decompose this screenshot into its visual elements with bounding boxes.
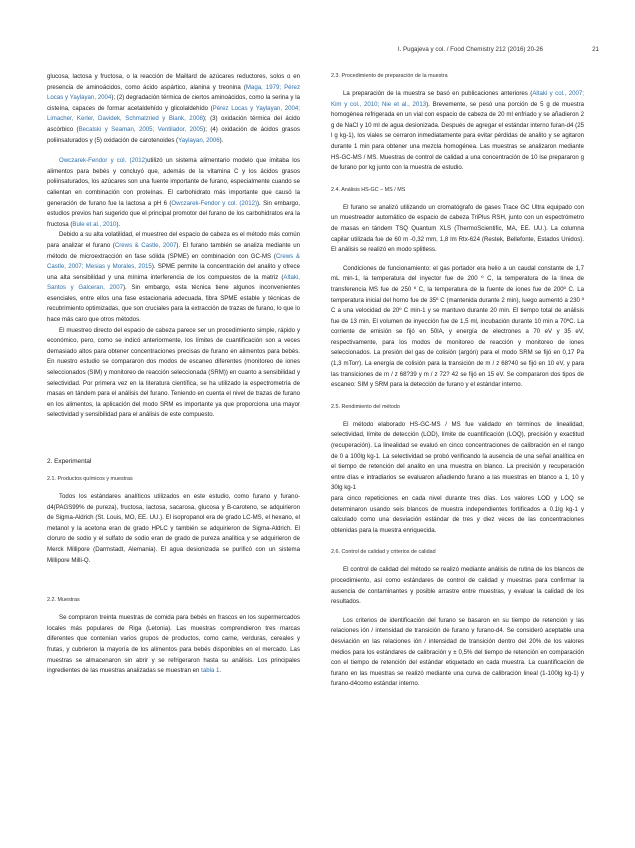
paragraph-direct-sampling: El muestreo directo del espacio de cabeza parece ser un procedimiento simple, rápido y económico, pero, como se indicó anteriormente, los límites de cuantificación son a veces demasiado altos para obtener concentraciones precisas de furano en alimentos para bebés. En nuestro estudio se compararon dos modos de escaneo diferentes (monitoreo de iones seleccionados (SIM) y monitoreo de reacción seleccionada (SRM)) en cuanto a sensibilidad y selectividad. Por primera vez en la literatura científica, se ha utilizado la espectrometría de masas en tándem para el análisis del furano. Teniendo en cuenta el nivel de trazas de furano en los alimentos, la aplicación del modo SRM es importante ya que proporciona una mayor selectividad y sensibilidad para el análisis de este compuesto. xyxy=(47,326,300,419)
citation-link[interactable]: Owczarek-Fendor y col. (2012) xyxy=(59,157,148,165)
paragraph-headspace-methods: Debido a su alta volatilidad, el muestreo del espacio de cabeza es el método más común para analizar el furano (Crews & Castle, 2007). El furano también se analiza mediante un método de microextracción en fase sólida (SPME) en combinación con GC-MS (Crews & Castle, 2007; Mesias y Morales, 2015). SPME permite la concentración del analito y ofrece una alta sensibilidad y una mínima interferencia de los compuestos de la matriz (Altaki, Santos y Galceran, 2007). Sin embargo, esta técnica tiene algunos inconvenientes esenciales, entre ellos una fase estacionaria adecuada, fibra SPME estable y técnicas de recubrimiento optimizadas, que son cruciales para la extracción de trazas de furano, lo que lo hace más caro que otros métodos. xyxy=(47,231,301,324)
citation-link[interactable]: Bule et al., 2010 xyxy=(72,220,117,228)
paragraph-chemicals: Todos los estándares analíticos utilizados en este estudio, como furano y furano-d4(PAGS99% de pureza), fructosa, lactosa, sacarosa, glucosa y B-caroteno, se adquirieron de Sigma-Aldrich (St. Louis, MO, EE. UU.). El isopropanol era de grado LC-MS, el hexano, el metanol y la acetona eran de grado HPLC y también se adquirieron de Sigma-Aldrich. El cloruro de sodio y el sulfato de sodio eran de grado de pureza analítica y se adquirieron de Merck Millipore (Darmstadt, Alemania). El agua desionizada se purificó con un sistema Millipore Milli-Q. xyxy=(47,493,300,564)
paragraph-validation: El método elaborado HS-GC-MS / MS fue validado en términos de linealidad, selectividad, límite de detección (LOD), límite de cuantificación (LOQ), precisión y exactitud (recuperación). La linealidad se evaluó en cinco concentraciones de calibración en el rango de 0 a 100lg kg-1. La selectividad se probó verificando la ausencia de una señal analítica en el tiempo de retención del analito en una muestra en blanco. La precisión y recuperación entre días e intradiarios se evaluaron añadiendo furano a las muestras en blanco a 1, 10 y 30lg kg-1 xyxy=(331,420,584,492)
citation-link[interactable]: Pérez Locas y Yaylayan, 2004; Limacher, Kerler, Davidek, Schmalzried y Blank, 2008 xyxy=(47,104,300,123)
paragraph-quality-control: El control de calidad del método se realizó mediante análisis de rutina de los blancos de procedimiento, así como estándares de control de calidad y muestras para confirmar la ausencia de contaminantes y posible arrastre entre muestras, y evaluar la calidad de los resultados. xyxy=(331,566,584,606)
paragraph-conditions: Condiciones de funcionamiento: el gas portador era helio a un caudal constante de 1,7 mL min-1, la temperatura del inyector fue de 200 º C, la temperatura de la línea de transferencia MS fue de 250 º C, la temperatura de la fuente de iones fue de 200º C. La temperatura inicial del horno fue de 35º C (mantenida durante 2 min), luego aumentó a 230 º C a una velocidad de 20º C min-1 y se mantuvo durante 20 min. El tiempo total de análisis fue de 13 min. El volumen de inyección fue de 1,5 ml, incubación durante 10 min a 70ºC. La corriente de emisión se fijó en 50lA, y energía de electrones a 70 eV y 35 eV, respectivamente, para los modos de monitoreo de reacción y monitoreo de iones seleccionados. La presión del gas de colisión (argón) para el modo SRM se fijó en 0,17 Pa (1,3 mTorr). La energía de colisión para la transición de m / z 68?40 se fijó en 10 eV, y para las transiciones de m / z 68?39 y m / z 72? 42 se fijó en 15 eV. Se compararon dos tipos de escaneo: SIM y SRM para la detección de furano y el estándar interno. xyxy=(331,264,584,389)
paragraph-samples: Se compraron treinta muestras de comida para bebés en frascos en los supermercados locales más populares de Riga (Letonia). Las muestras comprendieron tres marcas diferentes que contenían varios grupos de productos, como carne, verduras, cereales y frutas, y cubrieron la mayoría de los alimentos para bebés disponibles en el mercado. Las muestras se almacenaron sin abrir y se refrigeraron hasta su análisis. Los principales ingredientes de las muestras analizadas se muestran en tabla 1. xyxy=(47,614,300,675)
paragraph-identification: Los criterios de identificación del furano se basaron en su tiempo de retención y las relaciones ión / intensidad de transición de furano y furano-d4. Se consideró aceptable una desviación en las relaciones ión / intensidad de transición dentro del 20% de los valores medios para los estándares de calibración y ± 0,5% del tiempo de retención en comparación con el tiempo de retención del estándar etiquetado en cada muestra. La cuantificación de furano en las muestras se realizó mediante una curva de calibración lineal (1-100lg kg-1) y furano-d4como estándar interno. xyxy=(331,616,584,688)
paragraph-model-system: Owczarek-Fendor y col. (2012)utilizó un sistema alimentario modelo que imitaba los alimentos para bebés y concluyó que, además de la vitamina C y los ácidos grasos poliinsaturados, los azúcares son una fuente importante de furano, especialmente cuando se calientan en combinación con proteínas. El carbohidrato más importante que causó la generación de furano fue la lactosa a pH 6 (Owczarek-Fendor y col. (2012)). Sin embargo, estudios previos han sugerido que el principal promotor del furano de los carbohidratos era la fructosa (Bule et al., 2010). xyxy=(47,157,300,228)
subsection-heading-samples: 2.2. Muestras xyxy=(47,597,80,604)
citation-link[interactable]: Crews & Castle, 2007 xyxy=(114,241,177,249)
running-title: I. Pugajeva y col. / Food Chemistry 212 (2016) 20-26 xyxy=(397,46,543,53)
left-column xyxy=(47,72,300,677)
subsection-heading-preparation: 2.3. Procedimiento de preparación de la muestra xyxy=(331,73,448,79)
citation-link[interactable]: Maga, 1979; Pérez Locas y Yaylayan, 2004 xyxy=(47,83,300,102)
paragraph-lod-loq: para cinco repeticiones en cada nivel durante tres días. Los valores LOD y LOQ se determinaron usando seis blancos de muestra independientes fortificados a 0.1lg kg-1 y calculado como una desviación estándar de tres y diez veces de las concentraciones obtenidas para la muestra enriquecida. xyxy=(331,495,584,534)
citation-link[interactable]: Yaylayan, 2006 xyxy=(178,136,220,144)
paragraph-instrument: El furano se analizó utilizando un cromatógrafo de gases Trace GC Ultra equipado con un muestreador automático de espacio de cabeza TriPlus RSH, junto con un espectrómetro de masas en tándem TSQ Quantum XLS (ThermoScientific, MA, EE. UU.). La columna capilar utilizada fue de 60 m -0,32 mm, 1,8 lm Rtx-624 (Restek, Bellefonte, Estados Unidos). El análisis se realizó en modo splitless. xyxy=(331,203,584,254)
citation-link[interactable]: Owczarek-Fendor y col. (2012) xyxy=(171,199,258,207)
running-header xyxy=(0,46,635,58)
citation-link[interactable]: Altaki, Santos y Galceran, 2007 xyxy=(47,273,300,292)
page-number: 21 xyxy=(592,46,599,53)
subsection-heading-quality: 2.6. Control de calidad y criterios de calidad xyxy=(331,549,436,556)
section-heading-experimental: 2. Experimental xyxy=(47,458,92,465)
paragraph-formation-pathways: glucosa, lactosa y fructosa, o la reacción de Maillard de azúcares reductores, solos o en presencia de aminoácidos, como ácido aspártico, alanina y treonina (Maga, 1979; Pérez Locas y Yaylayan, 2004); (2) degradación térmica de ciertos aminoácidos, como la serina y la cisteína, capaces de formar acetaldehído y glicolaldehído (Pérez Locas y Yaylayan, 2004; Limacher, Kerler, Davidek, Schmalzried y Blank, 2008); (3) oxidación térmica del ácido ascórbico (Becalski y Seaman, 2005; Ventilador, 2005); (4) oxidación de ácidos grasos poliinsaturados y (5) oxidación de carotenoides (Yaylayan, 2006). xyxy=(47,73,300,144)
paragraph-preparation: La preparación de la muestra se basó en publicaciones anteriores (Altaki y col., 2007; Kim y col., 2010; Nie et al., 2013). Brevemente, se pesó una porción de 5 g de muestra homogénea refrigerada en un vial con espacio de cabeza de 20 ml enfriado y se añadieron 2 g de NaCl y 10 ml de agua desionizada. Después de agregar el estándar interno furan-d4 (25 l g kg-1), los viales se cerraron inmediatamente para evitar pérdidas de analito y se agitaron durante 1 min para obtener una mezcla homogénea. Las muestras se analizaron mediante HS-GC-MS / MS. Muestras de control de calidad a una concentración de 10 lse prepararon g de furano por kg junto con la muestra de estudio. xyxy=(331,90,585,172)
subsection-heading-chemicals: 2.1. Productos químicos y muestras xyxy=(47,476,133,482)
citation-link[interactable]: Becalski y Seaman, 2005; Ventilador, 2005 xyxy=(78,125,204,133)
subsection-heading-analysis: 2.4. Análisis HS-GC – MS / MS xyxy=(331,186,406,193)
citation-link[interactable]: Crews & Castle, 2007; Mesias y Morales, 2015 xyxy=(47,252,300,271)
citation-link[interactable]: Altaki y col., 2007; Kim y col., 2010; Nie et al., 2013 xyxy=(331,90,585,108)
subsection-heading-performance: 2.5. Rendimiento del método xyxy=(331,403,400,410)
table-1-link[interactable]: tabla 1 xyxy=(201,667,220,675)
right-column xyxy=(331,72,584,690)
